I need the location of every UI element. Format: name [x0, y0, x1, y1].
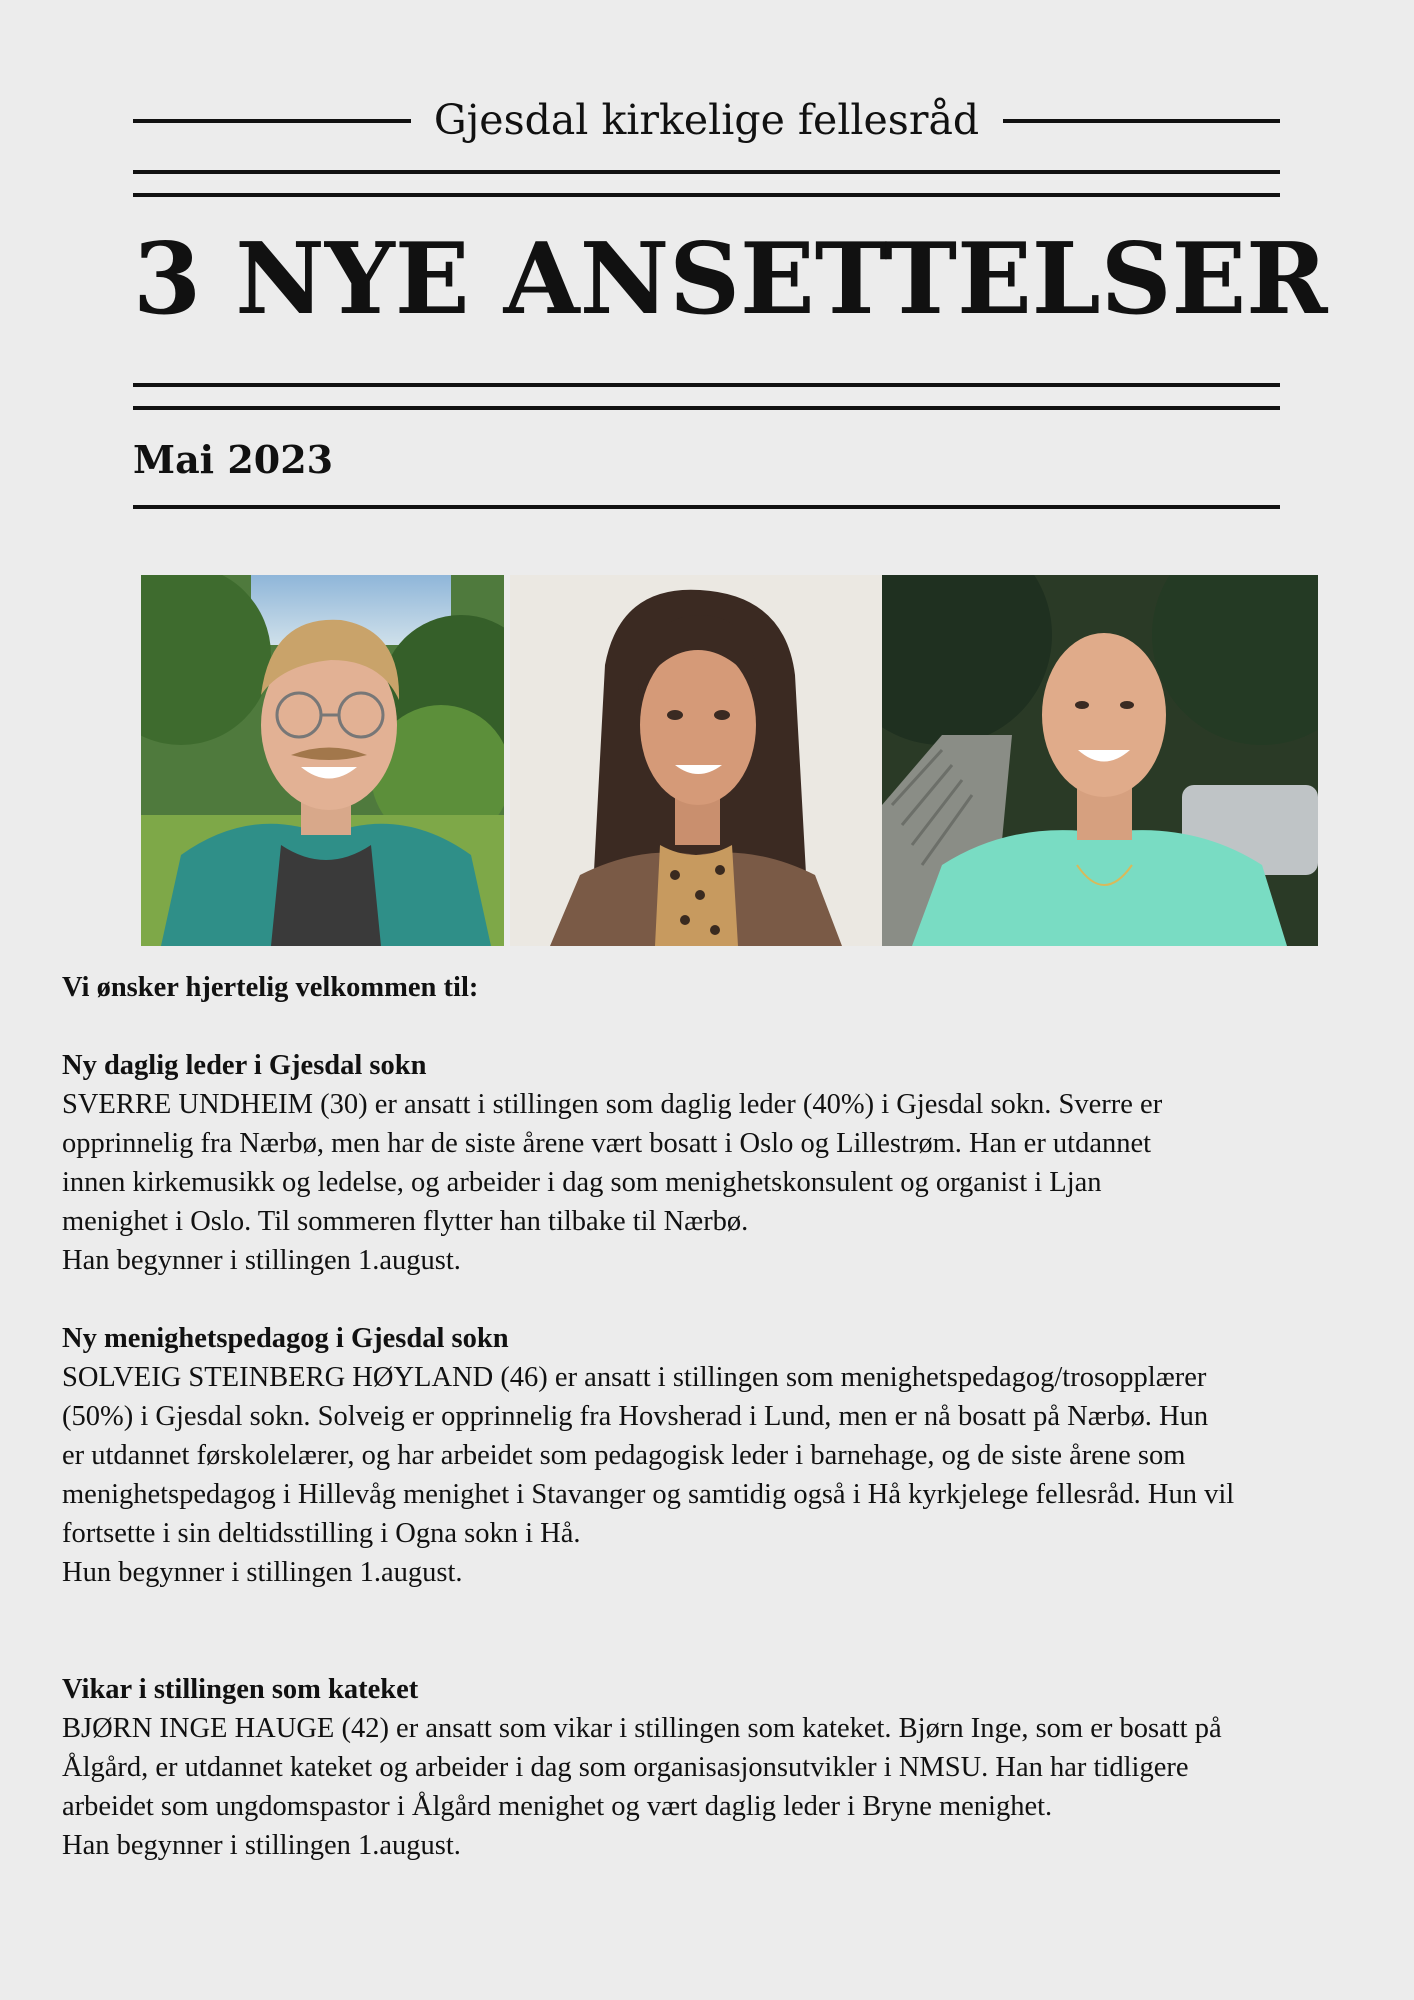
- date-rule: [133, 505, 1280, 509]
- section-heading: Vikar i stillingen som kateket: [62, 1674, 419, 1705]
- headline-rule-top-1: [133, 170, 1280, 174]
- headline-rule-bottom-2: [133, 406, 1280, 410]
- paragraph-line: innen kirkemusikk og ledelse, og arbeider i dag som menighetskonsulent og organist i Ljan: [62, 1167, 1102, 1198]
- portrait-solveig: [510, 575, 882, 946]
- paragraph-line: Ålgård, er utdannet kateket og arbeider i dag som organisasjonsutvikler i NMSU. Han har tidligere: [62, 1752, 1189, 1783]
- paragraph-line: (50%) i Gjesdal sokn. Solveig er opprinnelig fra Hovsherad i Lund, men er nå bosatt på Nærbø. Hun: [62, 1401, 1209, 1432]
- paragraph-line: SVERRE UNDHEIM (30) er ansatt i stillingen som daglig leder (40%) i Gjesdal sokn. Sverre er: [62, 1089, 1163, 1120]
- headline-rule-top-2: [133, 193, 1280, 197]
- portrait-bjorn: [882, 575, 1318, 946]
- paragraph-line: opprinnelig fra Nærbø, men har de siste årene vært bosatt i Oslo og Lillestrøm. Han er utdannet: [62, 1128, 1152, 1159]
- portrait-sverre: [141, 575, 504, 946]
- paragraph-line: arbeidet som ungdomspastor i Ålgård menighet og vært daglig leder i Bryne menighet.: [62, 1791, 1053, 1822]
- header-rule-right: [1003, 119, 1280, 123]
- section-heading: Ny menighetspedagog i Gjesdal sokn: [62, 1323, 509, 1354]
- paragraph-line: BJØRN INGE HAUGE (42) er ansatt som vikar i stillingen som kateket. Bjørn Inge, som er bosatt på: [62, 1713, 1222, 1744]
- paragraph-line: menighet i Oslo. Til sommeren flytter han tilbake til Nærbø.: [62, 1206, 749, 1237]
- article-body: [62, 968, 1362, 1865]
- paragraph-line: SOLVEIG STEINBERG HØYLAND (46) er ansatt i stillingen som menighetspedagog/trosopplærer: [62, 1362, 1207, 1393]
- organization-name: Gjesdal kirkelige fellesråd: [433, 96, 980, 144]
- headline: 3 NYE ANSETTELSER: [133, 222, 1328, 337]
- paragraph-line: Hun begynner i stillingen 1.august.: [62, 1557, 463, 1588]
- paragraph-line: menighetspedagog i Hillevåg menighet i Stavanger og samtidig også i Hå kyrkjelege fellesråd. Hun vil: [62, 1479, 1235, 1510]
- issue-date: Mai 2023: [133, 437, 334, 482]
- paragraph-line: fortsette i sin deltidsstilling i Ogna sokn i Hå.: [62, 1518, 581, 1549]
- paragraph-line: er utdannet førskolelærer, og har arbeidet som pedagogisk leder i barnehage, og de siste årene som: [62, 1440, 1186, 1471]
- headline-rule-bottom-1: [133, 383, 1280, 387]
- header-rule-left: [133, 119, 411, 123]
- photo-strip: [141, 575, 1318, 946]
- intro-text: Vi ønsker hjertelig velkommen til:: [62, 972, 479, 1003]
- section-heading: Ny daglig leder i Gjesdal sokn: [62, 1050, 427, 1081]
- paragraph-line: Han begynner i stillingen 1.august.: [62, 1830, 461, 1861]
- paragraph-line: Han begynner i stillingen 1.august.: [62, 1245, 461, 1276]
